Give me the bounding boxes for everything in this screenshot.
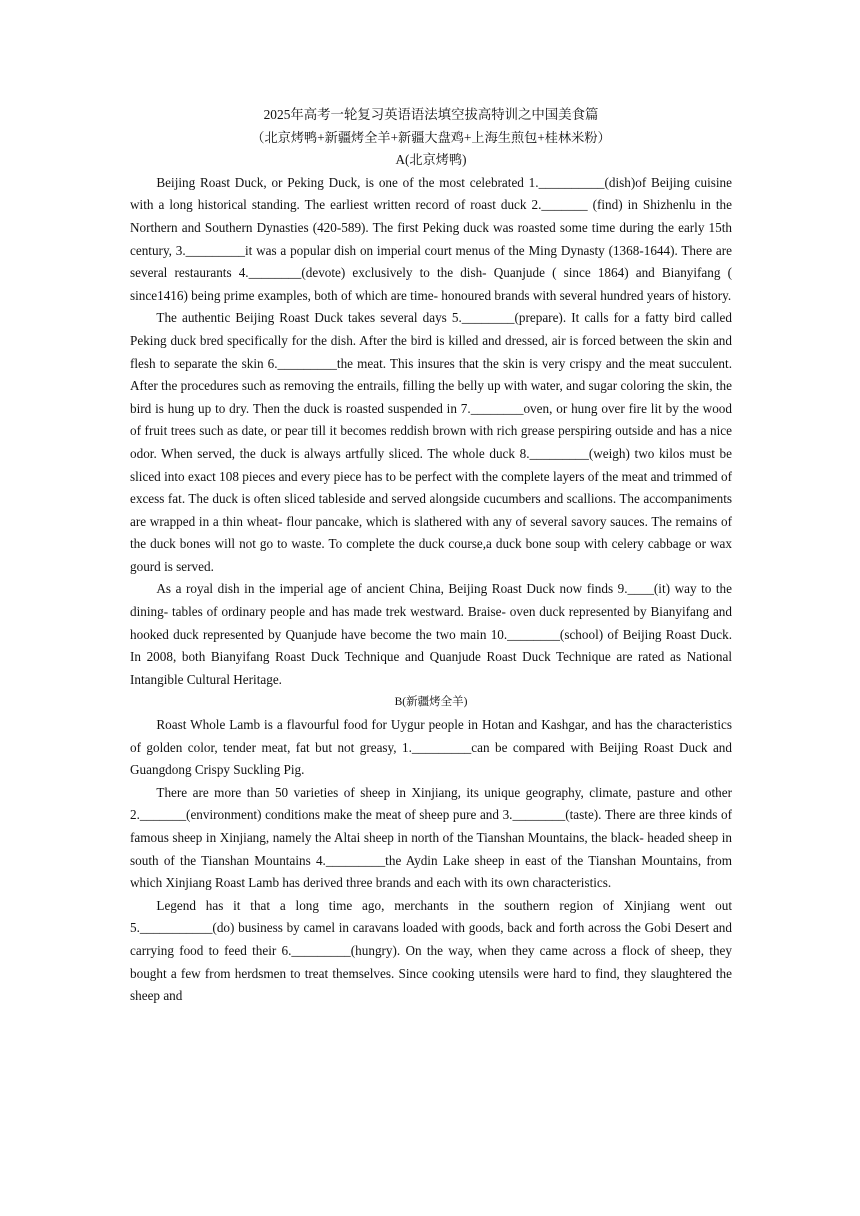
- document-page: [130, 104, 732, 1008]
- section-a-paragraph-3: As a royal dish in the imperial age of ancient China, Beijing Roast Duck now finds 9.____(it) way to the dining- tables of ordinary people and has made trek westward. Braise- oven duck represented by Bianyifang and hooked duck represented by Quanjude have become the two main 10.________(school) of Beijing Roast Duck. In 2008, both Bianyifang Roast Duck Technique and Quanjude Roast Duck Technique are rated as National Intangible Cultural Heritage.: [130, 581, 732, 687]
- document-title: 2025年高考一轮复习英语语法填空拔高特训之中国美食篇: [263, 107, 599, 122]
- section-b-paragraph-1: Roast Whole Lamb is a flavourful food for Uygur people in Hotan and Kashgar, and has the characteristics of golden color, tender meat, fat but not greasy, 1._________can be compared with Beijing Roast Duck and Guangdong Crispy Suckling Pig.: [130, 717, 732, 778]
- document-subtitle: （北京烤鸭+新疆烤全羊+新疆大盘鸡+上海生煎包+桂林米粉）: [251, 129, 611, 145]
- section-a: [130, 149, 732, 691]
- section-b: [130, 691, 732, 1007]
- section-a-paragraph-2: The authentic Beijing Roast Duck takes several days 5.________(prepare). It calls for a fatty bird called Peking duck bred specifically for the dish. After the bird is killed and dressed, air is forced between the skin and flesh to separate the skin 6._________the meat. This insures that the skin is very crispy and the meat succulent. After the procedures such as removing the entrails, filling the belly up with water, and sugar coloring the skin, the bird is hung up to dry. Then the duck is roasted suspended in 7.________oven, or hung over fire lit by the wood of fruit trees such as date, or pear till it becomes reddish brown with rich grease perspiring outside and has a nice odor. When served, the duck is always artfully sliced. The whole duck 8._________(weigh) two kilos must be sliced into exact 108 pieces and every piece has to be perfect with the complete layers of the meat and trimmed of excess fat. The duck is often sliced tableside and served alongside cucumbers and scallions. The accompaniments are wrapped in a thin wheat- flour pancake, which is slathered with any of several savory sauces. The remains of the duck bones will not go to waste. To complete the duck course,a duck bone soup with celery cabbage or wax gourd is served.: [130, 310, 732, 574]
- section-a-paragraph-1: Beijing Roast Duck, or Peking Duck, is one of the most celebrated 1.__________(dish)of Beijing cuisine with a long historical standing. The earliest written record of roast duck 2._______ (find) in Shizhenlu in the Northern and Southern Dynasties (420-589). The first Peking duck was roasted some time during the early 15th century, 3._________it was a popular dish on imperial court menus of the Ming Dynasty (1368-1644). There are several restaurants 4.________(devote) exclusively to the dish- Quanjude ( since 1864) and Bianyifang ( since1416) being prime examples, both of which are time- honoured brands with several hundred years of history.: [130, 174, 732, 303]
- section-a-heading: A(北京烤鸭): [395, 152, 467, 168]
- section-b-paragraph-3: Legend has it that a long time ago, merchants in the southern region of Xinjiang went out 5.___________(do) business by camel in caravans loaded with goods, back and forth across the Gobi Desert and carrying food to feed their 6._________(hungry). On the way, when they came across a flock of sheep, they bought a few from herdsmen to treat themselves. Since cooking utensils were hard to find, they slaughtered the sheep and: [130, 897, 732, 1004]
- section-b-paragraph-2: There are more than 50 varieties of sheep in Xinjiang, its unique geography, climate, pasture and other 2._______(environment) conditions make the meat of sheep pure and 3.________(taste). There are three kinds of famous sheep in Xinjiang, namely the Altai sheep in north of the Tianshan Mountains, the black- headed sheep in south of the Tianshan Mountains 4._________the Aydin Lake sheep in east of the Tianshan Mountains, from which Xinjiang Roast Lamb has derived three brands and each with its own characteristics.: [130, 784, 732, 891]
- section-b-heading: B(新疆烤全羊): [394, 696, 468, 709]
